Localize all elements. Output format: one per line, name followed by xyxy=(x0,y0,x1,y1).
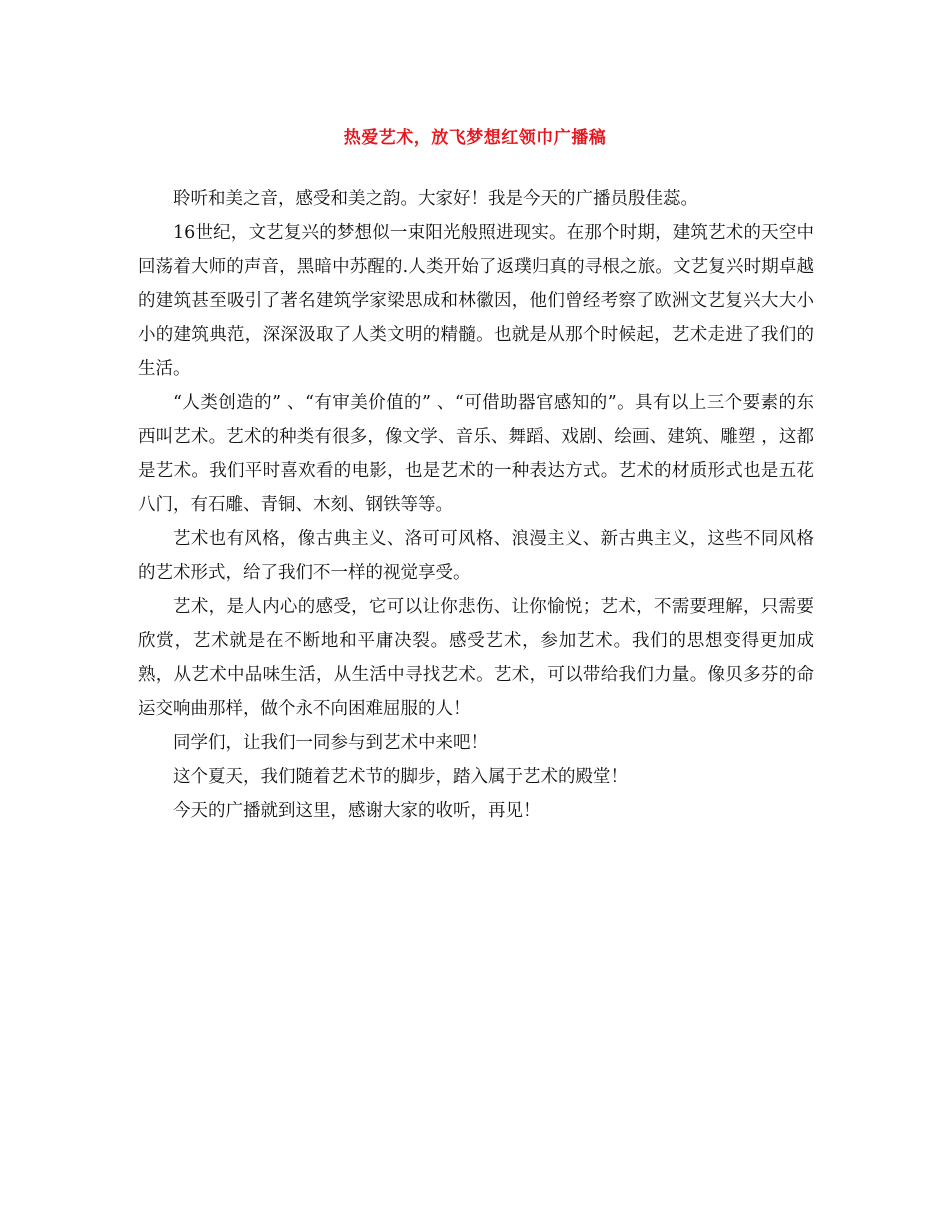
paragraph-call-to-action: 同学们，让我们一同参与到艺术中来吧！ xyxy=(173,733,488,753)
paragraph-art-definition: “人类创造的” 、“有审美价值的” 、“可借助器官感知的”。具有以上三个要素的东西叫艺术。艺术的种类有很多，像文学、音乐、舞蹈、戏剧、绘画、建筑、雕塑 ，这都是艺术。我们平时喜欢看的电影，也是艺术的一种表达方式。艺术的材质形式也是五花八门，有石雕、青铜、木刻、钢铁等等。 xyxy=(138,393,814,515)
paragraph-closing: 今天的广播就到这里，感谢大家的收听，再见！ xyxy=(173,801,541,821)
paragraph-summer: 这个夏天，我们随着艺术节的脚步，踏入属于艺术的殿堂！ xyxy=(173,767,628,787)
paragraph-art-feeling: 艺术，是人内心的感受，它可以让你悲伤、让你愉悦；艺术，不需要理解，只需要欣赏，艺术就是在不断地和平庸决裂。感受艺术，参加艺术。我们的思想变得更加成熟，从艺术中品味生活，从生活中寻找艺术。艺术，可以带给我们力量。像贝多芬的命运交响曲那样，做个永不向困难屈服的人！ xyxy=(138,597,814,719)
document-title: 热爱艺术，放飞梦想红领巾广播稿 xyxy=(343,128,607,148)
paragraph-greeting: 聆听和美之音，感受和美之韵。大家好！我是今天的广播员殷佳蕊。 xyxy=(173,189,698,209)
document-body xyxy=(138,182,814,828)
paragraph-art-styles: 艺术也有风格，像古典主义、洛可可风格、浪漫主义、新古典主义，这些不同风格的艺术形式，给了我们不一样的视觉享受。 xyxy=(138,529,814,583)
paragraph-renaissance: 16世纪，文艺复兴的梦想似一束阳光般照进现实。在那个时期，建筑艺术的天空中回荡着大师的声音，黑暗中苏醒的.人类开始了返璞归真的寻根之旅。文艺复兴时期卓越的建筑甚至吸引了著名建筑学家梁思成和林徽因，他们曾经考察了欧洲文艺复兴大大小小的建筑典范，深深汲取了人类文明的精髓。也就是从那个时候起，艺术走进了我们的生活。 xyxy=(138,223,814,379)
